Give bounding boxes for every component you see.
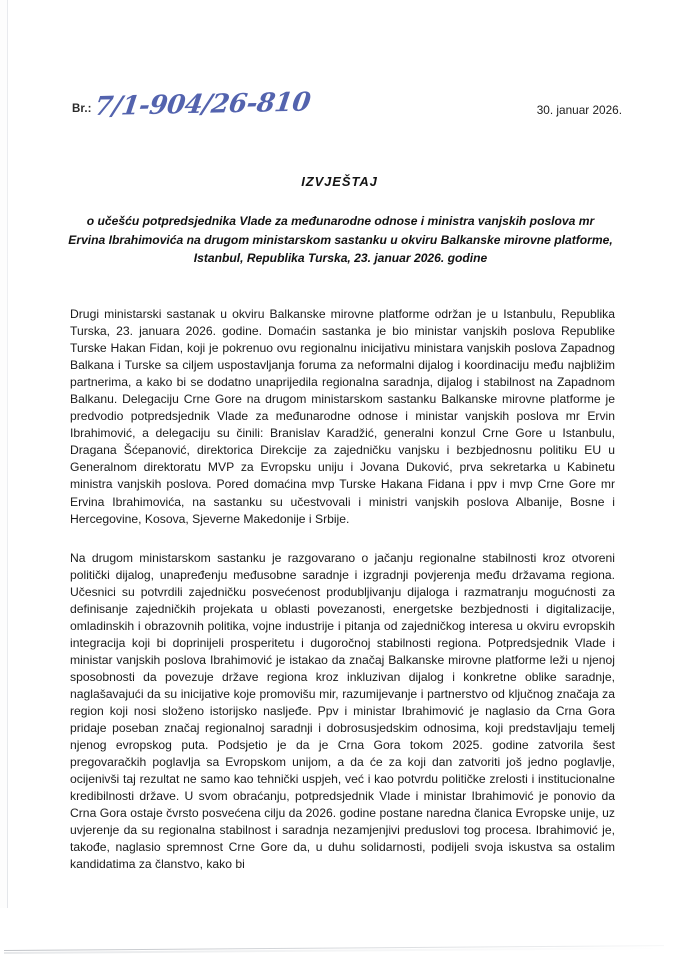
reference-label: Br.: xyxy=(72,103,92,115)
body-paragraph-1: Drugi ministarski sastanak u okviru Balkanske mirovne platforme održan je u Istanbulu, Republika Turska, 23. januara 2026. godine. Domaćin sastanka je bio ministar vanjskih poslova Republike Turske Hakan Fidan, koji je pokrenuo ovu regionalnu inicijativu ministara vanjskih poslova Zapadnog Balkana i Turske sa ciljem uspostavljanja foruma za neformalni dijalog i koordinaciju među najbližim partnerima, a kako bi se dodatno unaprijedila regionalna saradnja, dijalog i stabilnost na Zapadnom Balkanu. Delegaciju Crne Gore na drugom ministarskom sastanku Balkanske mirovne platforme je predvodio potpredsjednik Vlade za međunarodne odnose i ministar vanjskih poslova mr Ervin Ibrahimović, a delegaciju su činili: Branislav Karadžić, generalni konzul Crne Gore u Istanbulu, Dragana Šćepanović, direktorica Direkcije za zajedničku vanjsku i bezbjednosnu politiku EU u Generalnom direktoratu MVP za Evropsku uniju i Jovana Duković, prva sekretarka u Kabinetu ministra vanjskih poslova. Pored domaćina mvp Turske Hakana Fidana i ppv i mvp Crne Gore mr Ervina Ibrahimovića, na sastanku su učestvovali i ministri vanjskih poslova Albanije, Bosne i Hercegovine, Kosova, Sjeverne Makedonije i Srbije. xyxy=(70,307,615,526)
document-title: IZVJEŠTAJ xyxy=(301,174,378,189)
body-paragraph-2: Na drugom ministarskom sastanku je razgovarano o jačanju regionalne stabilnosti kroz otvoreni politički dijalog, unapređenju međusobne saradnje i izgradnji povjerenja među državama regiona. Učesnici su potvrdili zajedničku posvećenost produbljivanju dijaloga i razmatranju mogućnosti za definisanje zajedničkih projekata u oblasti povezanosti, energetske bezbjednosti i digitalizacije, omladinskih i obrazovnih politika, vojne industrije i pitanja od zajedničkog interesa u okviru evropskih integracija koji bi doprinijeli prosperitetu i dugoročnoj stabilnosti regiona. Potpredsjednik Vlade i ministar vanjskih poslova Ibrahimović je istakao da značaj Balkanske mirovne platforme leži u njenoj sposobnosti da povezuje države regiona kroz inkluzivan dijalog i konkretne oblike saradnje, naglašavajući da su inicijative koje promovišu mir, razumijevanje i partnerstvo od ključnog značaja za region koji nosi složeno istorijsko nasljeđe. Ppv i ministar Ibrahimović je naglasio da Crna Gora pridaje poseban značaj regionalnoj saradnji i dobrosusjedskim odnosima, koji predstavljaju temelj njenog evropskog puta. Podsjetio je da je Crna Gora tokom 2025. godine zatvorila šest pregovaračkih poglavlja sa Evropskom unijom, a da će za koji dan zatvoriti još jedno poglavlje, ocijenivši taj rezultat ne samo kao tehnički uspjeh, već i kao potvrdu političke zrelosti i institucionalne kredibilnosti države. U svom obraćanju, potpredsjednik Vlade i ministar Ibrahimović je ponovio da Crna Gora ostaje čvrsto posvećena cilju da 2026. godine postane naredna članica Evropske unije, uz uvjerenje da su regionalna stabilnost i saradnja nezamjenjivi preduslovi tog procesa. Ibrahimović je, takođe, naglasio spremnost Crne Gore da, u duhu solidarnosti, podijeli svoja iskustva sa ostalim kandidatima za članstvo, kako bi xyxy=(70,550,615,872)
document-date: 30. januar 2026. xyxy=(536,103,622,117)
document-subtitle: o učešću potpredsjednika Vlade za međunarodne odnose i ministra vanjskih poslova mr Ervina Ibrahimovića na drugom ministarskom sastanku u okviru Balkanske mirovne platforme, Istanbul, Republika Turska, 23. januar 2026. godine xyxy=(68,214,613,266)
scan-edge-line xyxy=(7,0,8,908)
handwritten-reference-number: 7/1-904/26-810 xyxy=(92,87,312,122)
document-body xyxy=(70,306,615,874)
document-header xyxy=(0,87,679,134)
reference-number-block xyxy=(72,87,312,122)
scan-margin-artifact xyxy=(0,0,7,908)
